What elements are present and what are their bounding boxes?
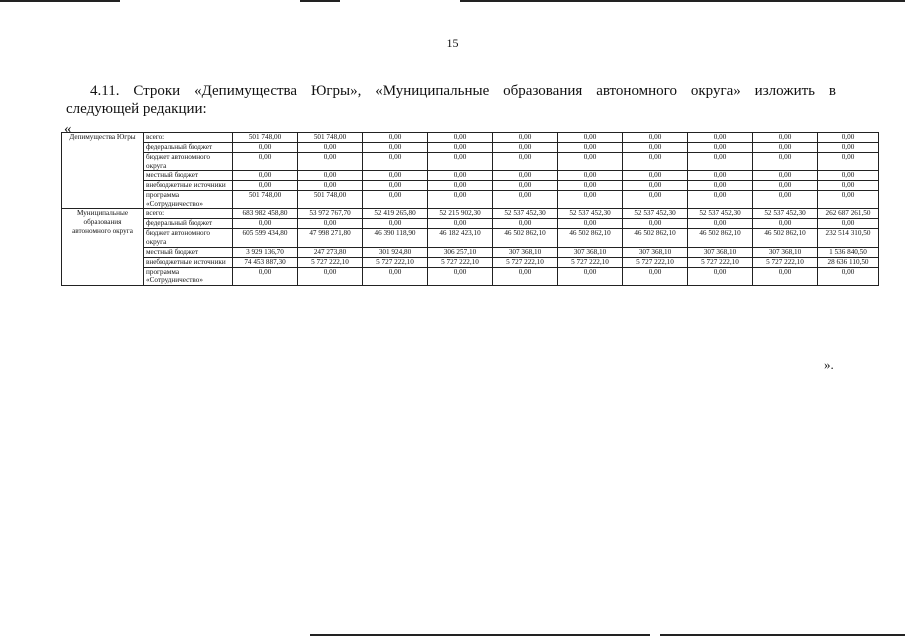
amount-cell: 46 502 862,10 xyxy=(493,229,558,247)
amount-cell: 0,00 xyxy=(558,143,623,153)
amount-cell: 46 502 862,10 xyxy=(753,229,818,247)
amount-cell: 5 727 222,10 xyxy=(298,257,363,267)
amount-cell: 0,00 xyxy=(818,133,879,143)
amount-cell: 0,00 xyxy=(493,143,558,153)
amount-cell: 306 257,10 xyxy=(428,247,493,257)
amount-cell: 501 748,00 xyxy=(233,133,298,143)
amount-cell: 0,00 xyxy=(428,267,493,285)
amount-cell: 0,00 xyxy=(493,191,558,209)
amount-cell: 0,00 xyxy=(233,153,298,171)
amount-cell: 501 748,00 xyxy=(298,191,363,209)
amount-cell: 0,00 xyxy=(298,267,363,285)
bottom-scan-edge xyxy=(0,634,905,638)
amount-cell: 0,00 xyxy=(363,267,428,285)
amount-cell: 1 536 840,50 xyxy=(818,247,879,257)
amount-cell: 47 998 271,80 xyxy=(298,229,363,247)
amount-cell: 501 748,00 xyxy=(298,133,363,143)
amount-cell: 46 390 118,90 xyxy=(363,229,428,247)
amount-cell: 52 537 452,30 xyxy=(753,209,818,219)
amount-cell: 0,00 xyxy=(688,181,753,191)
amount-cell: 52 537 452,30 xyxy=(623,209,688,219)
amount-cell: 52 537 452,30 xyxy=(688,209,753,219)
funding-source-cell: местный бюджет xyxy=(144,171,233,181)
amount-cell: 0,00 xyxy=(493,219,558,229)
amount-cell: 0,00 xyxy=(428,181,493,191)
amount-cell: 0,00 xyxy=(558,191,623,209)
amount-cell: 0,00 xyxy=(818,191,879,209)
table-row xyxy=(62,229,879,247)
amount-cell: 0,00 xyxy=(688,143,753,153)
funding-source-cell: программа «Сотрудничество» xyxy=(144,191,233,209)
amount-cell: 0,00 xyxy=(363,133,428,143)
amount-cell: 28 636 110,50 xyxy=(818,257,879,267)
amount-cell: 52 419 265,80 xyxy=(363,209,428,219)
amount-cell: 0,00 xyxy=(493,267,558,285)
amount-cell: 605 599 434,80 xyxy=(233,229,298,247)
amount-cell: 0,00 xyxy=(428,143,493,153)
amount-cell: 307 368,10 xyxy=(493,247,558,257)
page-number: 15 xyxy=(446,36,459,50)
budget-table xyxy=(61,132,879,286)
funding-source-cell: бюджет автономного округа xyxy=(144,153,233,171)
amount-cell: 0,00 xyxy=(753,181,818,191)
amount-cell: 3 929 136,70 xyxy=(233,247,298,257)
amount-cell: 0,00 xyxy=(753,153,818,171)
amount-cell: 5 727 222,10 xyxy=(363,257,428,267)
amount-cell: 0,00 xyxy=(753,191,818,209)
amount-cell: 0,00 xyxy=(363,219,428,229)
paragraph-line-1: 4.11. Строки «Депимущества Югры», «Муниципальные образования автономного округа» изложить в xyxy=(90,83,836,99)
amount-cell: 0,00 xyxy=(623,219,688,229)
funding-source-cell: программа «Сотрудничество» xyxy=(144,267,233,285)
entity-name-cell: Депимущества Югры xyxy=(62,133,144,209)
amount-cell: 307 368,10 xyxy=(753,247,818,257)
funding-source-cell: всего: xyxy=(144,133,233,143)
amount-cell: 0,00 xyxy=(493,133,558,143)
amount-cell: 53 972 767,70 xyxy=(298,209,363,219)
amount-cell: 501 748,00 xyxy=(233,191,298,209)
funding-source-cell: всего: xyxy=(144,209,233,219)
amount-cell: 0,00 xyxy=(428,191,493,209)
amount-cell: 262 687 261,50 xyxy=(818,209,879,219)
funding-source-cell: внебюджетные источники xyxy=(144,257,233,267)
amount-cell: 0,00 xyxy=(233,143,298,153)
amount-cell: 0,00 xyxy=(623,181,688,191)
amount-cell: 0,00 xyxy=(233,171,298,181)
amount-cell: 683 982 458,80 xyxy=(233,209,298,219)
amount-cell: 0,00 xyxy=(558,133,623,143)
amount-cell: 0,00 xyxy=(493,171,558,181)
table-row xyxy=(62,171,879,181)
amount-cell: 74 453 887,30 xyxy=(233,257,298,267)
amount-cell: 46 502 862,10 xyxy=(688,229,753,247)
amount-cell: 0,00 xyxy=(623,171,688,181)
funding-source-cell: местный бюджет xyxy=(144,247,233,257)
amount-cell: 0,00 xyxy=(363,153,428,171)
funding-source-cell: федеральный бюджет xyxy=(144,219,233,229)
amount-cell: 0,00 xyxy=(233,267,298,285)
amount-cell: 247 273,80 xyxy=(298,247,363,257)
amount-cell: 0,00 xyxy=(558,267,623,285)
amount-cell: 5 727 222,10 xyxy=(688,257,753,267)
amount-cell: 0,00 xyxy=(493,181,558,191)
amount-cell: 0,00 xyxy=(233,219,298,229)
amount-cell: 0,00 xyxy=(558,171,623,181)
amount-cell: 0,00 xyxy=(558,219,623,229)
top-scan-edge xyxy=(0,0,905,3)
amount-cell: 5 727 222,10 xyxy=(428,257,493,267)
amount-cell: 0,00 xyxy=(623,191,688,209)
amount-cell: 5 727 222,10 xyxy=(753,257,818,267)
amount-cell: 307 368,10 xyxy=(623,247,688,257)
amount-cell: 0,00 xyxy=(688,171,753,181)
amount-cell: 46 502 862,10 xyxy=(558,229,623,247)
amount-cell: 0,00 xyxy=(558,153,623,171)
amount-cell: 0,00 xyxy=(623,143,688,153)
amount-cell: 0,00 xyxy=(298,219,363,229)
funding-source-cell: внебюджетные источники xyxy=(144,181,233,191)
amount-cell: 0,00 xyxy=(818,267,879,285)
amount-cell: 0,00 xyxy=(623,153,688,171)
amount-cell: 0,00 xyxy=(298,171,363,181)
amount-cell: 0,00 xyxy=(818,181,879,191)
amount-cell: 52 215 902,30 xyxy=(428,209,493,219)
funding-source-cell: федеральный бюджет xyxy=(144,143,233,153)
amount-cell: 0,00 xyxy=(753,143,818,153)
amount-cell: 0,00 xyxy=(753,219,818,229)
amount-cell: 0,00 xyxy=(493,153,558,171)
paragraph-line-2: следующей редакции: xyxy=(66,101,207,117)
amount-cell: 46 182 423,10 xyxy=(428,229,493,247)
amount-cell: 0,00 xyxy=(298,143,363,153)
amendment-paragraph xyxy=(66,82,836,118)
amount-cell: 0,00 xyxy=(688,219,753,229)
amount-cell: 0,00 xyxy=(818,143,879,153)
amount-cell: 0,00 xyxy=(363,143,428,153)
closing-quote: ». xyxy=(824,357,834,372)
amount-cell: 0,00 xyxy=(363,171,428,181)
amount-cell: 52 537 452,30 xyxy=(493,209,558,219)
amount-cell: 307 368,10 xyxy=(558,247,623,257)
amount-cell: 0,00 xyxy=(818,219,879,229)
amount-cell: 0,00 xyxy=(818,153,879,171)
amount-cell: 0,00 xyxy=(298,181,363,191)
table-row xyxy=(62,267,879,285)
amount-cell: 0,00 xyxy=(688,191,753,209)
amount-cell: 301 924,80 xyxy=(363,247,428,257)
table-row xyxy=(62,219,879,229)
table-row xyxy=(62,257,879,267)
entity-name-cell: Муниципальные образования автономного округа xyxy=(62,209,144,285)
amount-cell: 0,00 xyxy=(428,133,493,143)
amount-cell: 5 727 222,10 xyxy=(623,257,688,267)
amount-cell: 0,00 xyxy=(428,171,493,181)
table-row xyxy=(62,133,879,143)
amount-cell: 307 368,10 xyxy=(688,247,753,257)
table-row xyxy=(62,143,879,153)
amount-cell: 232 514 310,50 xyxy=(818,229,879,247)
amount-cell: 0,00 xyxy=(688,267,753,285)
opening-quote: « xyxy=(64,121,72,137)
amount-cell: 0,00 xyxy=(298,153,363,171)
amount-cell: 5 727 222,10 xyxy=(558,257,623,267)
table-row xyxy=(62,153,879,171)
amount-cell: 0,00 xyxy=(753,267,818,285)
amount-cell: 0,00 xyxy=(688,133,753,143)
amount-cell: 0,00 xyxy=(818,171,879,181)
amount-cell: 0,00 xyxy=(753,171,818,181)
amount-cell: 0,00 xyxy=(233,181,298,191)
table-row xyxy=(62,181,879,191)
funding-source-cell: бюджет автономного округа xyxy=(144,229,233,247)
amount-cell: 5 727 222,10 xyxy=(493,257,558,267)
table-row xyxy=(62,209,879,219)
amount-cell: 0,00 xyxy=(428,219,493,229)
table-row xyxy=(62,191,879,209)
amount-cell: 0,00 xyxy=(623,267,688,285)
amount-cell: 52 537 452,30 xyxy=(558,209,623,219)
amount-cell: 0,00 xyxy=(363,191,428,209)
amount-cell: 0,00 xyxy=(753,133,818,143)
amount-cell: 0,00 xyxy=(623,133,688,143)
amount-cell: 0,00 xyxy=(363,181,428,191)
amount-cell: 46 502 862,10 xyxy=(623,229,688,247)
amount-cell: 0,00 xyxy=(558,181,623,191)
amount-cell: 0,00 xyxy=(688,153,753,171)
amount-cell: 0,00 xyxy=(428,153,493,171)
table-row xyxy=(62,247,879,257)
